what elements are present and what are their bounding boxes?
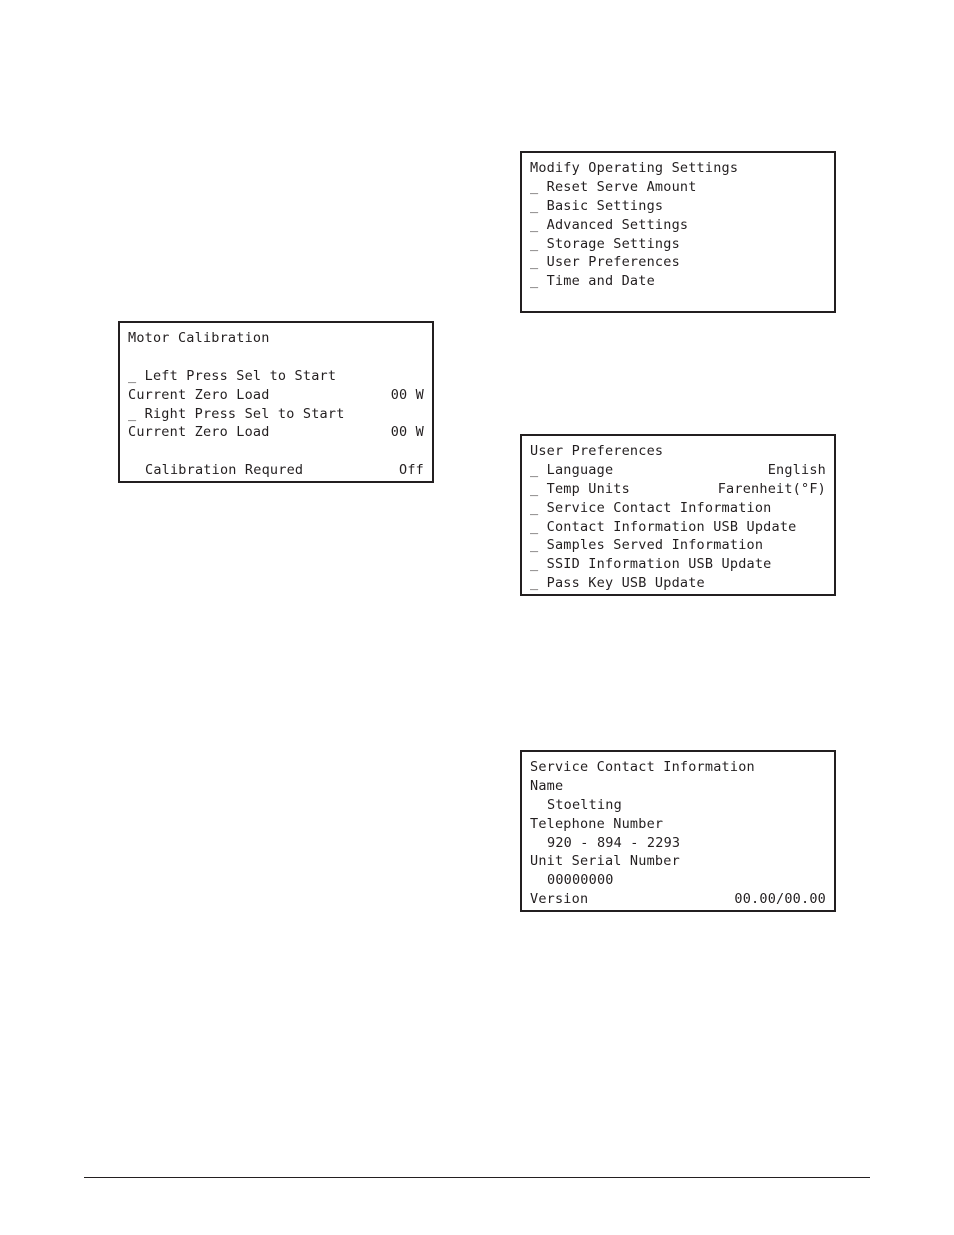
name-label: Name — [530, 777, 564, 794]
version-row: Version 00.00/00.00 — [530, 891, 826, 908]
language-value: English — [767, 461, 826, 478]
menu-item-service-contact-information[interactable]: _ Service Contact Information — [530, 499, 772, 516]
telephone-value: 920 - 894 - 2293 — [547, 834, 681, 851]
right-zero-load-value: 00 W — [390, 424, 424, 441]
footer-divider — [84, 1177, 870, 1178]
service-contact-screen — [520, 750, 836, 912]
menu-item-pass-key-usb-update[interactable]: _ Pass Key USB Update — [530, 575, 705, 592]
screen-title: Service Contact Information — [530, 759, 755, 775]
menu-item-time-and-date[interactable]: _ Time and Date — [530, 273, 655, 290]
left-zero-load-value: 00 W — [390, 386, 424, 403]
serial-number-value: 00000000 — [547, 872, 614, 889]
menu-item-temp-units[interactable]: _ Temp Units Farenheit(°F) — [530, 480, 826, 497]
screen-title: User Preferences — [530, 443, 664, 459]
menu-item-basic-settings[interactable]: _ Basic Settings — [530, 197, 664, 214]
menu-item-samples-served-information[interactable]: _ Samples Served Information — [530, 537, 764, 554]
menu-item-language[interactable]: _ Language English — [530, 461, 826, 478]
menu-item-reset-serve-amount[interactable]: _ Reset Serve Amount — [530, 178, 697, 195]
serial-number-label: Unit Serial Number — [530, 853, 680, 870]
blank-line — [128, 348, 424, 367]
right-zero-load-row: Current Zero Load 00 W — [128, 424, 424, 441]
calibration-required-value: Off — [399, 462, 424, 479]
user-preferences-screen — [520, 434, 836, 596]
blank-line — [128, 442, 424, 461]
calibration-required-row: Calibration Requred Off — [145, 462, 424, 479]
menu-item-user-preferences[interactable]: _ User Preferences — [530, 254, 680, 271]
operating-settings-screen — [520, 151, 836, 313]
name-value: Stoelting — [547, 796, 622, 813]
temp-units-value: Farenheit(°F) — [717, 480, 826, 497]
menu-item-left-start[interactable]: _ Left Press Sel to Start — [128, 367, 337, 384]
motor-calibration-screen — [118, 321, 434, 483]
version-value: 00.00/00.00 — [734, 891, 826, 908]
menu-item-advanced-settings[interactable]: _ Advanced Settings — [530, 216, 689, 233]
menu-item-contact-information-usb-update[interactable]: _ Contact Information USB Update — [530, 518, 797, 535]
screen-title: Modify Operating Settings — [530, 160, 739, 176]
menu-item-ssid-information-usb-update[interactable]: _ SSID Information USB Update — [530, 556, 772, 573]
screen-title: Motor Calibration — [128, 330, 270, 346]
menu-item-storage-settings[interactable]: _ Storage Settings — [530, 235, 680, 252]
telephone-label: Telephone Number — [530, 815, 664, 832]
menu-item-right-start[interactable]: _ Right Press Sel to Start — [128, 405, 345, 422]
left-zero-load-row: Current Zero Load 00 W — [128, 386, 424, 403]
